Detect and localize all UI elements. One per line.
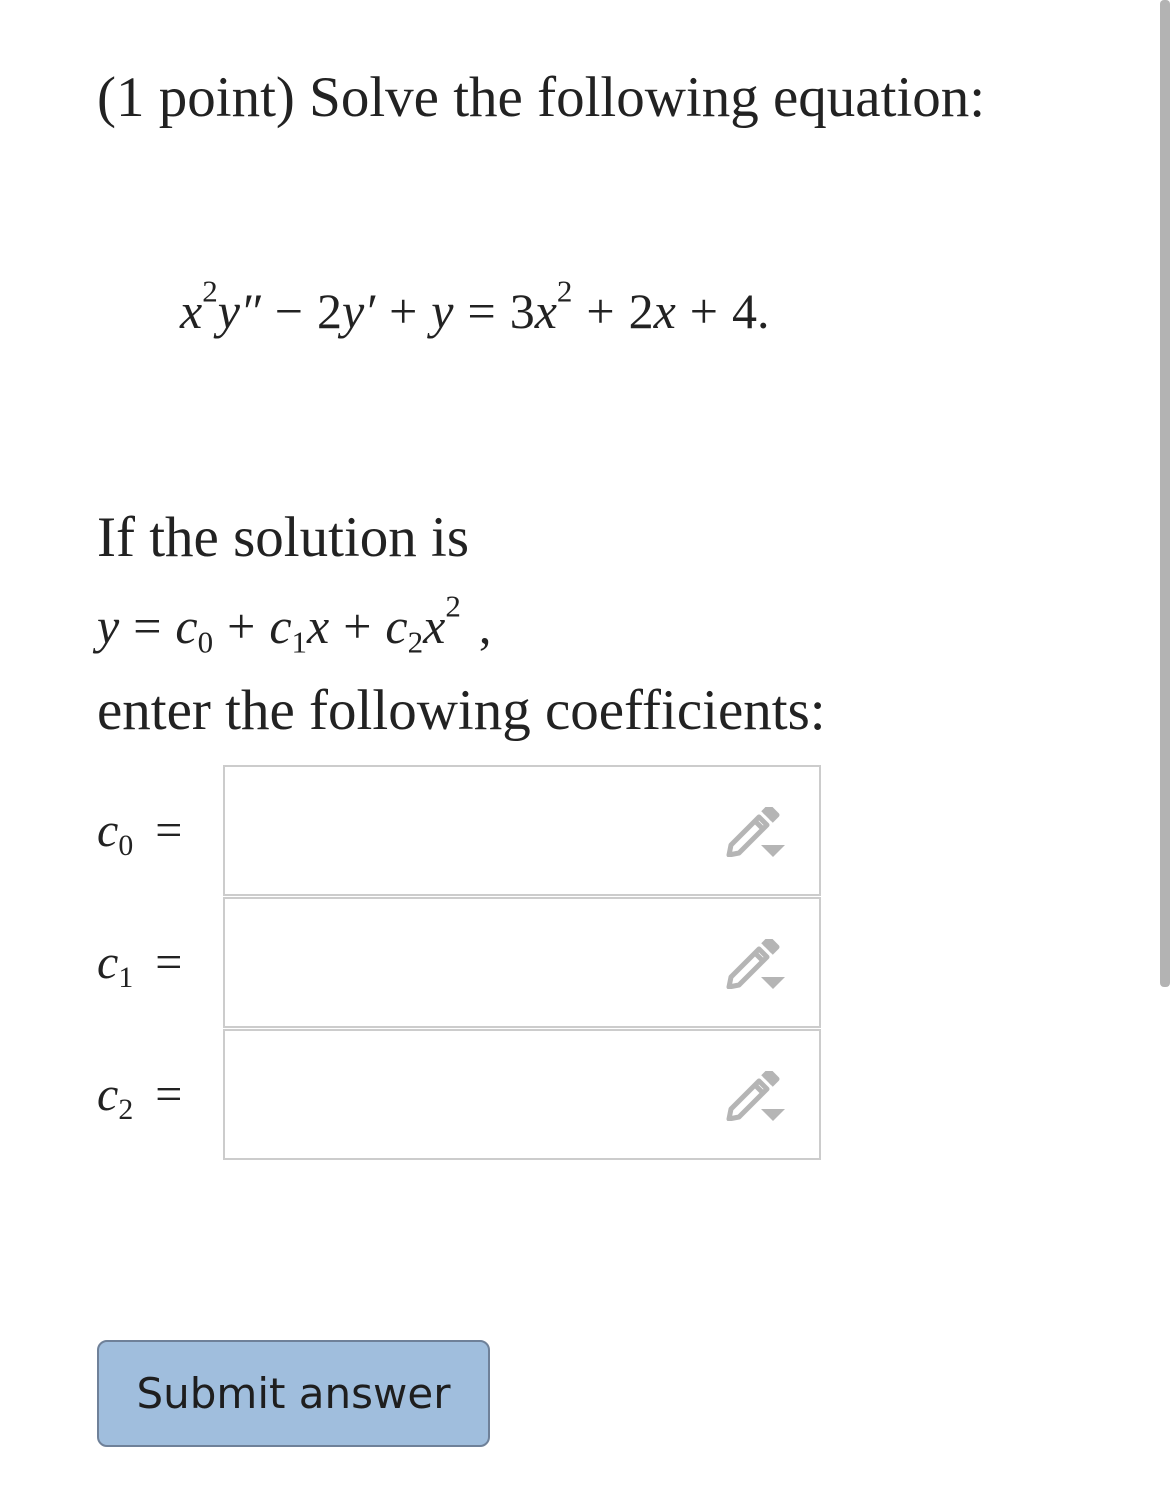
answer-box-c1[interactable] (223, 897, 821, 1028)
vertical-scrollbar[interactable] (1160, 0, 1170, 987)
problem-container (97, 55, 997, 141)
answer-box-c2[interactable] (223, 1029, 821, 1160)
coefficient-label-c2: $c_2$ = (97, 1068, 183, 1126)
instructions: enter the following coefficients: (97, 679, 826, 742)
pencil-icon[interactable] (725, 939, 789, 989)
coefficient-row-c2 (97, 1029, 827, 1160)
submit-answer-button[interactable]: Submit answer (97, 1340, 490, 1447)
problem-intro: (1 point) Solve the following equation: (97, 66, 986, 129)
solution-form: $y = c_0 + c_1x + c_2x^2$ , (97, 588, 492, 660)
coefficient-label-c1: $c_1$ = (97, 936, 183, 994)
pencil-icon[interactable] (725, 1071, 789, 1121)
differential-equation: $x^2y'' - 2y' + y = 3x^2 + 2x + 4$. (180, 273, 770, 339)
answer-input-c2[interactable] (225, 1031, 737, 1158)
pencil-icon[interactable] (725, 807, 789, 857)
coefficient-row-c1 (97, 897, 827, 1028)
coefficient-label-c0: $c_0$ = (97, 804, 183, 862)
answer-input-c0[interactable] (225, 767, 737, 894)
solution-intro: If the solution is (97, 506, 470, 569)
coefficient-row-c0 (97, 765, 827, 896)
answer-box-c0[interactable] (223, 765, 821, 896)
answer-input-c1[interactable] (225, 899, 737, 1026)
